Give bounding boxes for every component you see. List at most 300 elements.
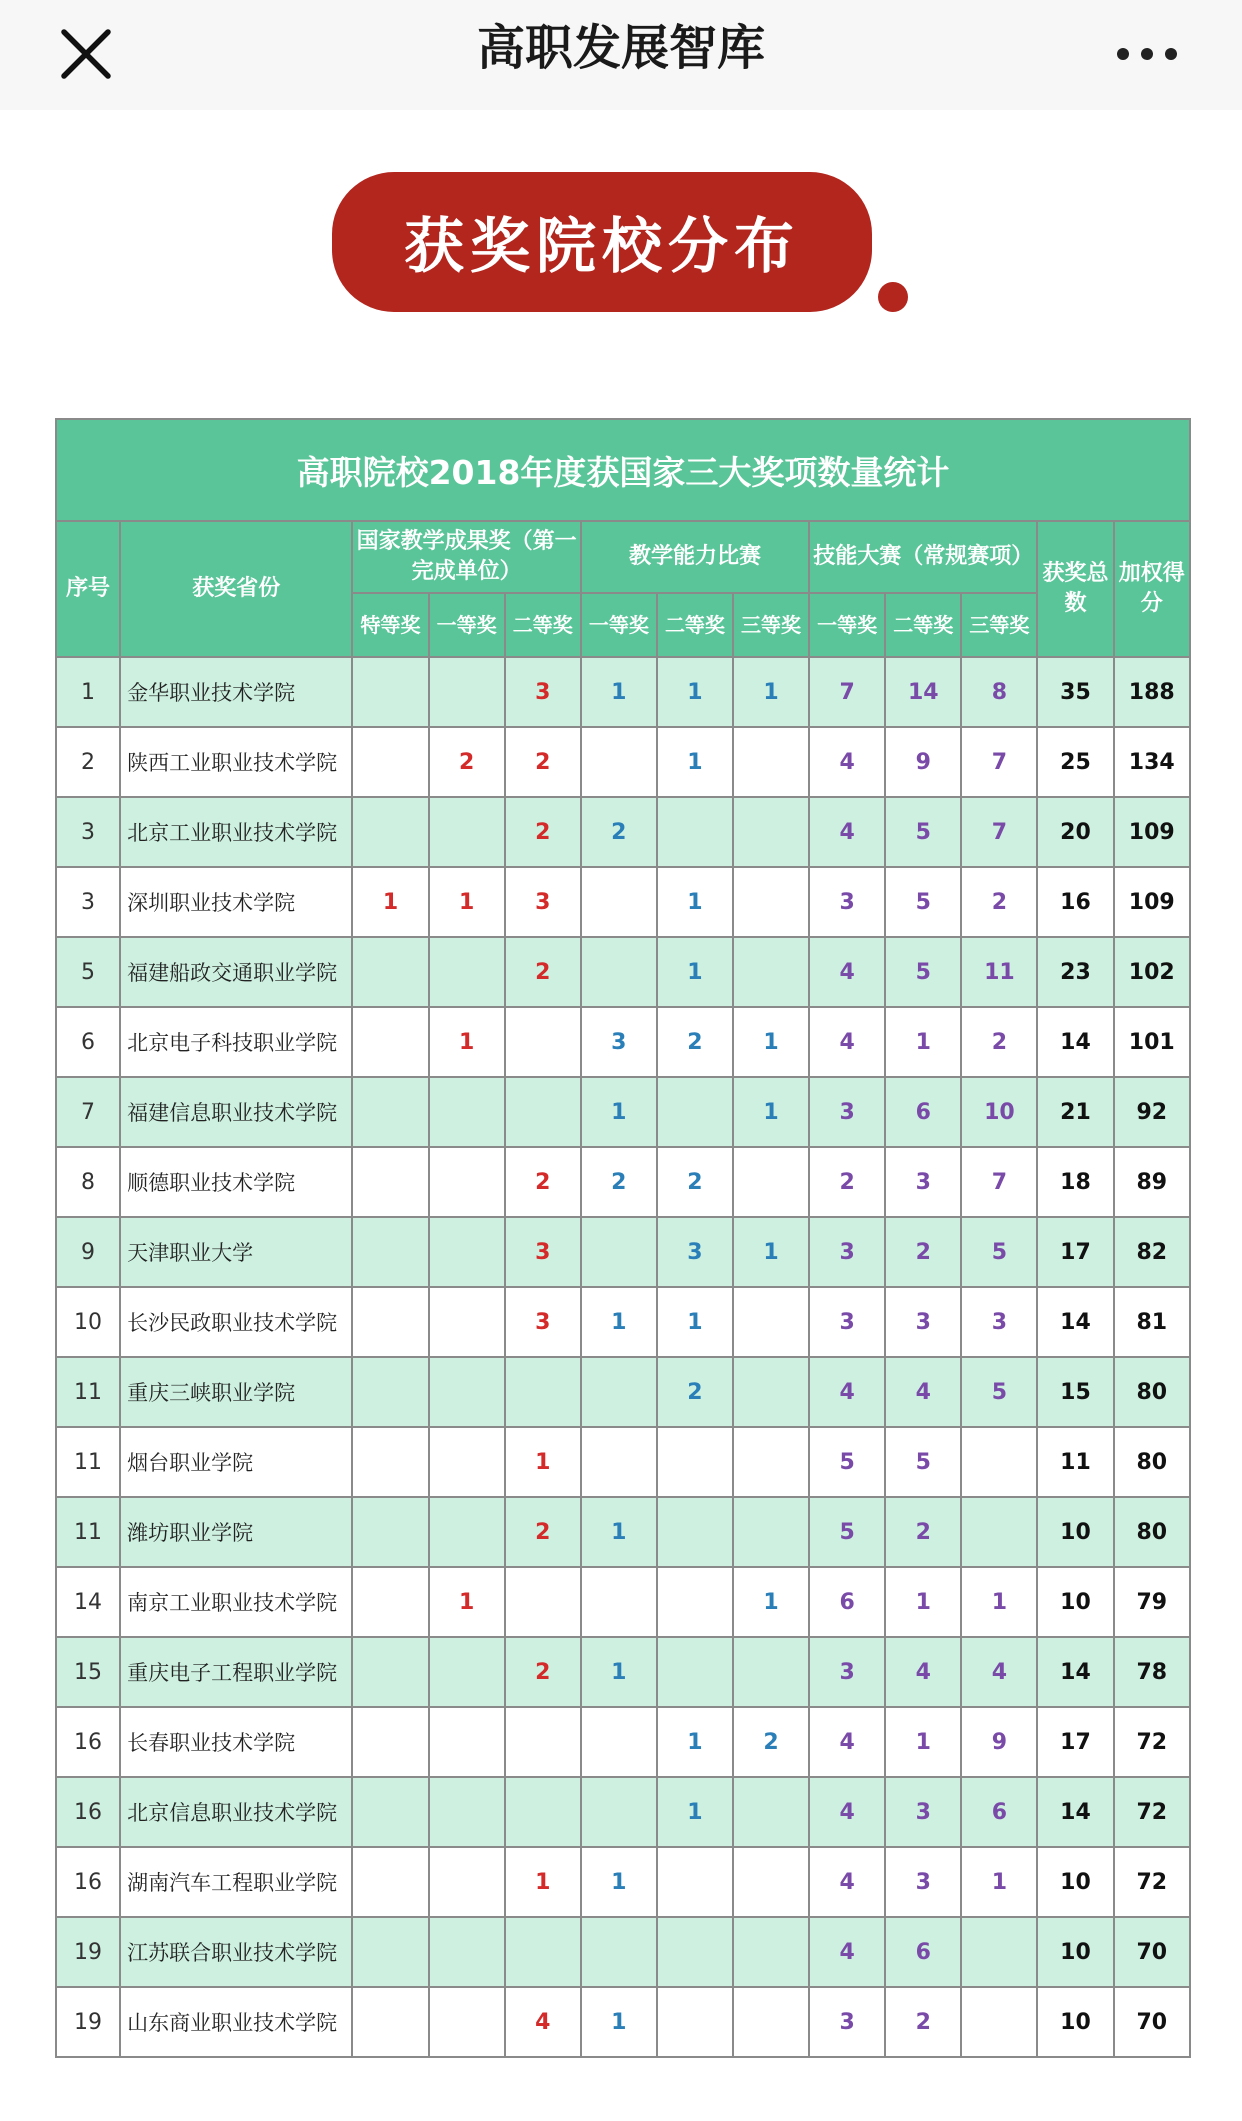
award-count-cell [352, 1917, 428, 1987]
award-count-cell: 4 [809, 1777, 885, 1847]
page-title: 高职发展智库 [476, 20, 765, 76]
award-count-cell [581, 1707, 657, 1777]
award-count-cell [505, 1007, 581, 1077]
rank-cell: 11 [56, 1497, 120, 1567]
award-count-cell: 1 [961, 1847, 1037, 1917]
award-count-cell: 3 [809, 867, 885, 937]
award-count-cell: 4 [809, 727, 885, 797]
total-cell: 21 [1037, 1077, 1113, 1147]
award-count-cell: 1 [429, 867, 505, 937]
award-count-cell: 3 [961, 1287, 1037, 1357]
award-count-cell [429, 1427, 505, 1497]
award-count-cell: 1 [657, 657, 733, 727]
award-count-cell: 1 [657, 1777, 733, 1847]
award-count-cell: 4 [505, 1987, 581, 2057]
award-count-cell [429, 1777, 505, 1847]
school-name-cell: 重庆三峡职业学院 [120, 1357, 352, 1427]
header-teaching-achievement: 国家教学成果奖（第一完成单位） [352, 521, 580, 593]
award-count-cell: 3 [505, 1217, 581, 1287]
award-count-cell: 6 [885, 1077, 961, 1147]
score-cell: 188 [1114, 657, 1190, 727]
award-count-cell: 4 [809, 1917, 885, 1987]
award-count-cell: 4 [809, 1007, 885, 1077]
award-count-cell: 2 [885, 1497, 961, 1567]
rank-cell: 10 [56, 1287, 120, 1357]
subheader-cell: 二等奖 [657, 593, 733, 657]
school-name-cell: 南京工业职业技术学院 [120, 1567, 352, 1637]
award-count-cell: 3 [809, 1637, 885, 1707]
award-count-cell [429, 1917, 505, 1987]
award-count-cell: 4 [809, 937, 885, 1007]
award-count-cell: 1 [733, 1077, 809, 1147]
score-cell: 102 [1114, 937, 1190, 1007]
rank-cell: 8 [56, 1147, 120, 1217]
total-cell: 10 [1037, 1567, 1113, 1637]
award-count-cell: 1 [885, 1707, 961, 1777]
subheader-cell: 三等奖 [961, 593, 1037, 657]
award-count-cell [429, 1497, 505, 1567]
award-count-cell [352, 1987, 428, 2057]
award-count-cell: 2 [733, 1707, 809, 1777]
subheader-cell: 二等奖 [885, 593, 961, 657]
award-count-cell [733, 1147, 809, 1217]
award-count-cell: 3 [885, 1287, 961, 1357]
award-count-cell [429, 1707, 505, 1777]
award-count-cell: 9 [885, 727, 961, 797]
score-cell: 89 [1114, 1147, 1190, 1217]
award-count-cell: 4 [961, 1637, 1037, 1707]
award-count-cell [733, 1987, 809, 2057]
award-count-cell [429, 1287, 505, 1357]
award-count-cell [429, 1987, 505, 2057]
award-count-cell: 3 [657, 1217, 733, 1287]
score-cell: 80 [1114, 1357, 1190, 1427]
table-row [56, 1707, 1190, 1777]
more-horizontal-icon [1115, 46, 1179, 62]
award-count-cell [581, 1427, 657, 1497]
award-count-cell: 1 [733, 1007, 809, 1077]
award-count-cell: 3 [885, 1147, 961, 1217]
award-count-cell [352, 1637, 428, 1707]
award-count-cell: 2 [505, 797, 581, 867]
school-name-cell: 重庆电子工程职业学院 [120, 1637, 352, 1707]
total-cell: 17 [1037, 1707, 1113, 1777]
award-count-cell: 2 [581, 797, 657, 867]
award-count-cell [657, 1987, 733, 2057]
header-teaching-competition: 教学能力比赛 [581, 521, 809, 593]
total-cell: 14 [1037, 1287, 1113, 1357]
award-count-cell: 1 [581, 1287, 657, 1357]
award-count-cell [352, 1707, 428, 1777]
header-skills-contest: 技能大赛（常规赛项） [809, 521, 1037, 593]
school-name-cell: 深圳职业技术学院 [120, 867, 352, 937]
award-count-cell [733, 1777, 809, 1847]
award-count-cell: 4 [885, 1357, 961, 1427]
award-count-cell: 3 [505, 657, 581, 727]
header-province: 获奖省份 [120, 521, 352, 657]
award-count-cell: 5 [885, 797, 961, 867]
award-count-cell: 1 [885, 1007, 961, 1077]
award-count-cell: 5 [885, 1427, 961, 1497]
award-count-cell [352, 1217, 428, 1287]
total-cell: 17 [1037, 1217, 1113, 1287]
award-count-cell: 2 [885, 1987, 961, 2057]
school-name-cell: 福建信息职业技术学院 [120, 1077, 352, 1147]
award-count-cell [961, 1987, 1037, 2057]
award-count-cell [581, 1217, 657, 1287]
award-count-cell [352, 1007, 428, 1077]
school-name-cell: 金华职业技术学院 [120, 657, 352, 727]
award-count-cell: 3 [809, 1287, 885, 1357]
score-cell: 109 [1114, 797, 1190, 867]
score-cell: 109 [1114, 867, 1190, 937]
award-count-cell: 4 [809, 797, 885, 867]
school-name-cell: 山东商业职业技术学院 [120, 1987, 352, 2057]
award-count-cell [733, 727, 809, 797]
award-count-cell [352, 657, 428, 727]
award-count-cell [581, 1777, 657, 1847]
award-count-cell: 1 [352, 867, 428, 937]
total-cell: 10 [1037, 1917, 1113, 1987]
school-name-cell: 潍坊职业学院 [120, 1497, 352, 1567]
school-name-cell: 北京工业职业技术学院 [120, 797, 352, 867]
award-count-cell: 2 [505, 1637, 581, 1707]
award-count-cell: 5 [961, 1357, 1037, 1427]
award-count-cell [961, 1497, 1037, 1567]
total-cell: 15 [1037, 1357, 1113, 1427]
total-cell: 14 [1037, 1777, 1113, 1847]
award-count-cell [733, 867, 809, 937]
award-count-cell: 1 [657, 1287, 733, 1357]
total-cell: 23 [1037, 937, 1113, 1007]
table-row [56, 1567, 1190, 1637]
award-count-cell [352, 1077, 428, 1147]
award-count-cell [657, 797, 733, 867]
school-name-cell: 顺德职业技术学院 [120, 1147, 352, 1217]
score-cell: 72 [1114, 1707, 1190, 1777]
award-count-cell: 3 [505, 867, 581, 937]
award-count-cell: 1 [581, 1497, 657, 1567]
rank-cell: 11 [56, 1357, 120, 1427]
table-row [56, 1147, 1190, 1217]
table-row [56, 727, 1190, 797]
table-row [56, 1847, 1190, 1917]
score-cell: 79 [1114, 1567, 1190, 1637]
total-cell: 14 [1037, 1007, 1113, 1077]
award-count-cell: 1 [429, 1007, 505, 1077]
award-count-cell: 5 [885, 867, 961, 937]
school-name-cell: 北京信息职业技术学院 [120, 1777, 352, 1847]
award-count-cell [429, 1357, 505, 1427]
award-count-cell: 3 [885, 1777, 961, 1847]
table-row [56, 1777, 1190, 1847]
award-count-cell: 2 [505, 1147, 581, 1217]
award-count-cell: 3 [809, 1077, 885, 1147]
total-cell: 10 [1037, 1847, 1113, 1917]
award-count-cell: 14 [885, 657, 961, 727]
score-cell: 80 [1114, 1427, 1190, 1497]
award-count-cell [733, 937, 809, 1007]
rank-cell: 19 [56, 1917, 120, 1987]
score-cell: 72 [1114, 1847, 1190, 1917]
award-count-cell [352, 1427, 428, 1497]
score-cell: 70 [1114, 1917, 1190, 1987]
score-cell: 80 [1114, 1497, 1190, 1567]
award-count-cell: 2 [885, 1217, 961, 1287]
award-count-cell [657, 1917, 733, 1987]
rank-cell: 3 [56, 797, 120, 867]
award-count-cell [733, 797, 809, 867]
award-count-cell [581, 937, 657, 1007]
award-count-cell: 11 [961, 937, 1037, 1007]
award-count-cell: 1 [429, 1567, 505, 1637]
award-count-cell [505, 1707, 581, 1777]
award-count-cell: 1 [961, 1567, 1037, 1637]
school-name-cell: 福建船政交通职业学院 [120, 937, 352, 1007]
table-row [56, 1427, 1190, 1497]
subheader-cell: 一等奖 [429, 593, 505, 657]
award-count-cell [961, 1427, 1037, 1497]
table-title: 高职院校2018年度获国家三大奖项数量统计 [56, 419, 1190, 521]
award-count-cell [657, 1077, 733, 1147]
score-cell: 82 [1114, 1217, 1190, 1287]
award-count-cell: 3 [809, 1987, 885, 2057]
award-count-cell: 9 [961, 1707, 1037, 1777]
award-count-cell: 2 [505, 727, 581, 797]
award-count-cell [352, 797, 428, 867]
rank-cell: 3 [56, 867, 120, 937]
more-button[interactable] [1092, 18, 1202, 90]
table-row [56, 937, 1190, 1007]
table-row [56, 1357, 1190, 1427]
award-count-cell [429, 937, 505, 1007]
award-count-cell [581, 1917, 657, 1987]
award-count-cell: 6 [809, 1567, 885, 1637]
score-cell: 134 [1114, 727, 1190, 797]
total-cell: 16 [1037, 867, 1113, 937]
table-row [56, 1077, 1190, 1147]
award-count-cell [505, 1077, 581, 1147]
award-count-cell: 1 [733, 1217, 809, 1287]
award-count-cell: 2 [657, 1147, 733, 1217]
rank-cell: 14 [56, 1567, 120, 1637]
award-count-cell: 1 [505, 1427, 581, 1497]
award-count-cell [429, 1077, 505, 1147]
award-count-cell: 6 [885, 1917, 961, 1987]
award-count-cell: 2 [429, 727, 505, 797]
score-cell: 70 [1114, 1987, 1190, 2057]
award-count-cell [505, 1917, 581, 1987]
table-row [56, 1217, 1190, 1287]
rank-cell: 16 [56, 1707, 120, 1777]
award-count-cell: 2 [657, 1007, 733, 1077]
award-count-cell [429, 1847, 505, 1917]
score-cell: 78 [1114, 1637, 1190, 1707]
award-count-cell: 1 [505, 1847, 581, 1917]
header-score: 加权得分 [1114, 521, 1190, 657]
award-count-cell [352, 1847, 428, 1917]
subheader-cell: 二等奖 [505, 593, 581, 657]
award-count-cell [429, 1147, 505, 1217]
award-stats-table [55, 418, 1191, 2058]
award-count-cell: 8 [961, 657, 1037, 727]
table-row [56, 1287, 1190, 1357]
table-row [56, 1987, 1190, 2057]
award-count-cell: 6 [961, 1777, 1037, 1847]
award-count-cell [657, 1427, 733, 1497]
award-count-cell [352, 1497, 428, 1567]
subheader-cell: 一等奖 [809, 593, 885, 657]
award-count-cell [352, 1287, 428, 1357]
rank-cell: 5 [56, 937, 120, 1007]
award-count-cell: 3 [581, 1007, 657, 1077]
award-count-cell: 3 [885, 1847, 961, 1917]
award-count-cell [581, 1357, 657, 1427]
award-count-cell: 7 [961, 1147, 1037, 1217]
award-count-cell [961, 1917, 1037, 1987]
award-count-cell: 1 [581, 1077, 657, 1147]
award-count-cell: 3 [809, 1217, 885, 1287]
award-count-cell [733, 1847, 809, 1917]
rank-cell: 11 [56, 1427, 120, 1497]
award-count-cell: 4 [809, 1357, 885, 1427]
award-count-cell: 10 [961, 1077, 1037, 1147]
award-count-cell: 3 [505, 1287, 581, 1357]
subheader-cell: 特等奖 [352, 593, 428, 657]
section-banner: 获奖院校分布 [332, 172, 872, 312]
award-count-cell [657, 1847, 733, 1917]
award-count-cell [733, 1427, 809, 1497]
rank-cell: 9 [56, 1217, 120, 1287]
award-count-cell: 5 [809, 1497, 885, 1567]
award-count-cell [657, 1637, 733, 1707]
award-count-cell: 2 [961, 1007, 1037, 1077]
school-name-cell: 天津职业大学 [120, 1217, 352, 1287]
score-cell: 72 [1114, 1777, 1190, 1847]
rank-cell: 2 [56, 727, 120, 797]
award-count-cell: 1 [657, 727, 733, 797]
table-row [56, 1637, 1190, 1707]
rank-cell: 15 [56, 1637, 120, 1707]
award-count-cell [581, 727, 657, 797]
school-name-cell: 湖南汽车工程职业学院 [120, 1847, 352, 1917]
school-name-cell: 江苏联合职业技术学院 [120, 1917, 352, 1987]
award-count-cell: 2 [961, 867, 1037, 937]
award-count-cell [733, 1357, 809, 1427]
school-name-cell: 长春职业技术学院 [120, 1707, 352, 1777]
award-count-cell [352, 727, 428, 797]
award-count-cell: 1 [581, 1987, 657, 2057]
table-row [56, 797, 1190, 867]
award-count-cell [581, 1567, 657, 1637]
banner-dot-decoration [878, 282, 908, 312]
total-cell: 18 [1037, 1147, 1113, 1217]
total-cell: 14 [1037, 1637, 1113, 1707]
award-count-cell: 4 [885, 1637, 961, 1707]
award-count-cell [352, 1147, 428, 1217]
award-count-cell: 5 [809, 1427, 885, 1497]
score-cell: 92 [1114, 1077, 1190, 1147]
award-count-cell [657, 1497, 733, 1567]
subheader-cell: 一等奖 [581, 593, 657, 657]
award-count-cell [733, 1287, 809, 1357]
award-count-cell: 2 [505, 1497, 581, 1567]
total-cell: 25 [1037, 727, 1113, 797]
school-name-cell: 陕西工业职业技术学院 [120, 727, 352, 797]
award-stats-table-container [55, 418, 1191, 2058]
award-count-cell [352, 937, 428, 1007]
award-count-cell [352, 1567, 428, 1637]
school-name-cell: 长沙民政职业技术学院 [120, 1287, 352, 1357]
award-count-cell: 2 [581, 1147, 657, 1217]
award-count-cell: 1 [657, 867, 733, 937]
school-name-cell: 北京电子科技职业学院 [120, 1007, 352, 1077]
award-count-cell: 1 [581, 1847, 657, 1917]
total-cell: 11 [1037, 1427, 1113, 1497]
table-row [56, 1497, 1190, 1567]
table-row [56, 1917, 1190, 1987]
header-total: 获奖总数 [1037, 521, 1113, 657]
award-count-cell [733, 1497, 809, 1567]
award-count-cell [429, 1217, 505, 1287]
award-count-cell [429, 657, 505, 727]
award-count-cell [429, 1637, 505, 1707]
rank-cell: 7 [56, 1077, 120, 1147]
total-cell: 35 [1037, 657, 1113, 727]
award-count-cell: 1 [657, 1707, 733, 1777]
award-count-cell [733, 1637, 809, 1707]
award-count-cell: 7 [809, 657, 885, 727]
award-count-cell: 4 [809, 1847, 885, 1917]
table-row [56, 867, 1190, 937]
award-count-cell: 1 [657, 937, 733, 1007]
award-count-cell [352, 1777, 428, 1847]
total-cell: 10 [1037, 1497, 1113, 1567]
award-count-cell: 2 [657, 1357, 733, 1427]
table-row [56, 657, 1190, 727]
award-count-cell: 2 [809, 1147, 885, 1217]
award-count-cell: 1 [733, 1567, 809, 1637]
rank-cell: 1 [56, 657, 120, 727]
header-rank: 序号 [56, 521, 120, 657]
total-cell: 10 [1037, 1987, 1113, 2057]
award-count-cell [352, 1357, 428, 1427]
rank-cell: 6 [56, 1007, 120, 1077]
total-cell: 20 [1037, 797, 1113, 867]
rank-cell: 16 [56, 1847, 120, 1917]
award-count-cell [505, 1777, 581, 1847]
award-count-cell [657, 1567, 733, 1637]
award-count-cell: 5 [885, 937, 961, 1007]
award-count-cell: 2 [505, 937, 581, 1007]
award-count-cell: 1 [581, 1637, 657, 1707]
award-count-cell [733, 1917, 809, 1987]
award-count-cell: 1 [885, 1567, 961, 1637]
school-name-cell: 烟台职业学院 [120, 1427, 352, 1497]
nav-bar [0, 0, 1242, 110]
award-count-cell: 1 [733, 657, 809, 727]
award-count-cell: 7 [961, 727, 1037, 797]
award-count-cell: 5 [961, 1217, 1037, 1287]
award-count-cell [581, 867, 657, 937]
rank-cell: 19 [56, 1987, 120, 2057]
award-count-cell [505, 1567, 581, 1637]
rank-cell: 16 [56, 1777, 120, 1847]
award-count-cell: 4 [809, 1707, 885, 1777]
award-count-cell [429, 797, 505, 867]
subheader-cell: 三等奖 [733, 593, 809, 657]
score-cell: 81 [1114, 1287, 1190, 1357]
